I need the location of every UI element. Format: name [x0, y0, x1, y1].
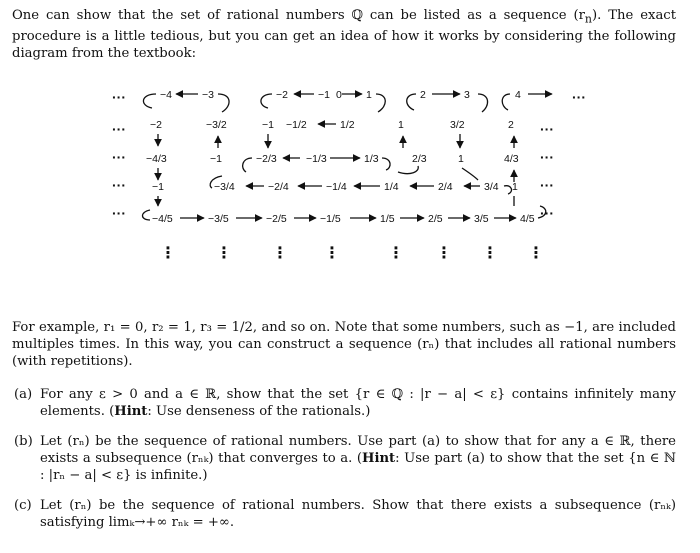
- ellipsis-left-row1: ···: [112, 89, 126, 105]
- r5-neg3-5: −3/5: [208, 213, 229, 225]
- r3-neg2-3: −2/3: [256, 153, 277, 165]
- r3-1-3: 1/3: [364, 153, 379, 165]
- r2-one: 1: [398, 119, 404, 131]
- curve-r3-1-3: [382, 158, 390, 170]
- r5-2-5: 2/5: [428, 213, 443, 225]
- part-b-text: Let (rₙ) be the sequence of rational numbers. Use part (a) to show that for any a ∈ ℝ, there exists a subsequence (rₙₖ) that converges to a. (: [40, 434, 676, 466]
- curve-r1-three: [478, 94, 488, 112]
- vdots-4: ⋮: [324, 245, 340, 262]
- vdots-2: ⋮: [216, 245, 232, 262]
- r4-neg1: −1: [152, 181, 164, 193]
- ellipsis-right-row5: ···: [540, 205, 554, 221]
- curve-r1-left: [143, 94, 156, 108]
- r3-2-3: 2/3: [412, 153, 427, 165]
- intro-subscript: n: [584, 12, 592, 26]
- curve-r3-one: [462, 168, 478, 180]
- r2-two: 2: [508, 119, 514, 131]
- ellipsis-right-row3: ···: [540, 149, 554, 165]
- vdots-7: ⋮: [482, 245, 498, 262]
- rationals-enumeration-diagram: [0, 72, 700, 292]
- r5-neg4-5: −4/5: [152, 213, 173, 225]
- curve-r1-neg2: [261, 94, 272, 108]
- r1-neg2: −2: [276, 89, 288, 101]
- r5-neg2-5: −2/5: [266, 213, 287, 225]
- ellipsis-left-row5: ···: [112, 205, 126, 221]
- r1-four: 4: [515, 89, 521, 101]
- r3-neg1-3: −1/3: [306, 153, 327, 165]
- part-b: [14, 433, 676, 484]
- ellipsis-right-row2: ···: [540, 121, 554, 137]
- ellipsis-right-row1: ···: [572, 89, 586, 105]
- vdots-8: ⋮: [528, 245, 544, 262]
- r2-1-2: 1/2: [340, 119, 355, 131]
- r1-neg1: −1: [318, 89, 330, 101]
- r4-2-4: 2/4: [438, 181, 453, 193]
- intro-paragraph: [12, 7, 676, 62]
- r4-neg1-4: −1/4: [326, 181, 347, 193]
- r2-neg2: −2: [150, 119, 162, 131]
- part-b-hint: : Use part (a) to show that the set {n ∈ ℕ : |rₙ − a| < ε} is infinite.): [40, 451, 676, 483]
- part-b-label: (b): [14, 434, 33, 449]
- vdots-6: ⋮: [436, 245, 452, 262]
- ellipsis-left-row3: ···: [112, 149, 126, 165]
- part-a-text: For any ε > 0 and a ∈ ℝ, show that the set {r ∈ ℚ : |r − a| < ε} contains infinitely many elements.: [40, 387, 676, 419]
- r3-neg4-3: −4/3: [146, 153, 167, 165]
- vdots-1: ⋮: [160, 245, 176, 262]
- part-b-hint-label: Hint: [361, 451, 396, 466]
- r1-zero: 0: [336, 89, 342, 101]
- r1-one: 1: [366, 89, 372, 101]
- example-paragraph: For example, r₁ = 0, r₂ = 1, r₃ = 1/2, and so on. Note that some numbers, such as −1, are included multiples times. In this way, you can construct a sequence (rₙ) that includes all rational numbers (with repetitions).: [12, 320, 676, 369]
- curve-r1-neg3: [218, 94, 229, 112]
- r3-4-3: 4/3: [504, 153, 519, 165]
- r4-one: 1: [512, 181, 518, 193]
- ellipsis-left-row2: ···: [112, 121, 126, 137]
- r1-neg4: −4: [160, 89, 172, 101]
- r1-three: 3: [464, 89, 470, 101]
- r5-1-5: 1/5: [380, 213, 395, 225]
- ellipsis-left-row4: ···: [112, 177, 126, 193]
- r2-neg1-2: −1/2: [286, 119, 307, 131]
- intro-text-2: ). The exact procedure is a little tedious, but you can get an idea of how it works by considering the following diagram from the textbook:: [12, 8, 676, 61]
- r3-one: 1: [458, 153, 464, 165]
- r4-neg2-4: −2/4: [268, 181, 289, 193]
- part-c-text: Let (rₙ) be the sequence of rational numbers. Show that there exists a subsequence (rₙₖ) satisfying limₖ→+∞ rₙₖ = +∞.: [40, 498, 676, 530]
- r5-4-5: 4/5: [520, 213, 535, 225]
- r1-neg3: −3: [202, 89, 214, 101]
- r4-neg3-4: −3/4: [214, 181, 235, 193]
- r2-neg3-2: −3/2: [206, 119, 227, 131]
- r2-3-2: 3/2: [450, 119, 465, 131]
- curve-r5-left: [143, 210, 151, 220]
- part-a-hint: : Use denseness of the rationals.): [147, 404, 371, 419]
- curve-r4-3-4: [504, 186, 511, 194]
- part-a: (a) For any ε > 0 and a ∈ ℝ, show that the set {r ∈ ℚ : |r − a| < ε} contains infinitely many elements. (Hint: Use denseness of the rationals.): [14, 387, 676, 419]
- curve-r1-two: [407, 94, 416, 110]
- vdots-3: ⋮: [272, 245, 288, 262]
- part-c: [14, 497, 676, 531]
- r5-3-5: 3/5: [474, 213, 489, 225]
- ellipsis-right-row4: ···: [540, 177, 554, 193]
- curve-r3-2-3: [398, 166, 418, 174]
- r3-neg1: −1: [210, 153, 222, 165]
- part-a-label: (a): [14, 387, 33, 402]
- curve-r1-one: [376, 94, 385, 112]
- r4-1-4: 1/4: [384, 181, 399, 193]
- intro-text-1: One can show that the set of rational numbers ℚ can be listed as a sequence (r: [12, 8, 585, 23]
- curve-r1-four: [502, 94, 510, 110]
- part-c-label: (c): [14, 498, 32, 513]
- curve-r3-neg2-3: [243, 158, 252, 172]
- r1-two: 2: [420, 89, 426, 101]
- part-a-hint-label: Hint: [114, 404, 148, 419]
- r5-neg1-5: −1/5: [320, 213, 341, 225]
- r2-neg1: −1: [262, 119, 274, 131]
- vdots-5: ⋮: [388, 245, 404, 262]
- r4-3-4: 3/4: [484, 181, 499, 193]
